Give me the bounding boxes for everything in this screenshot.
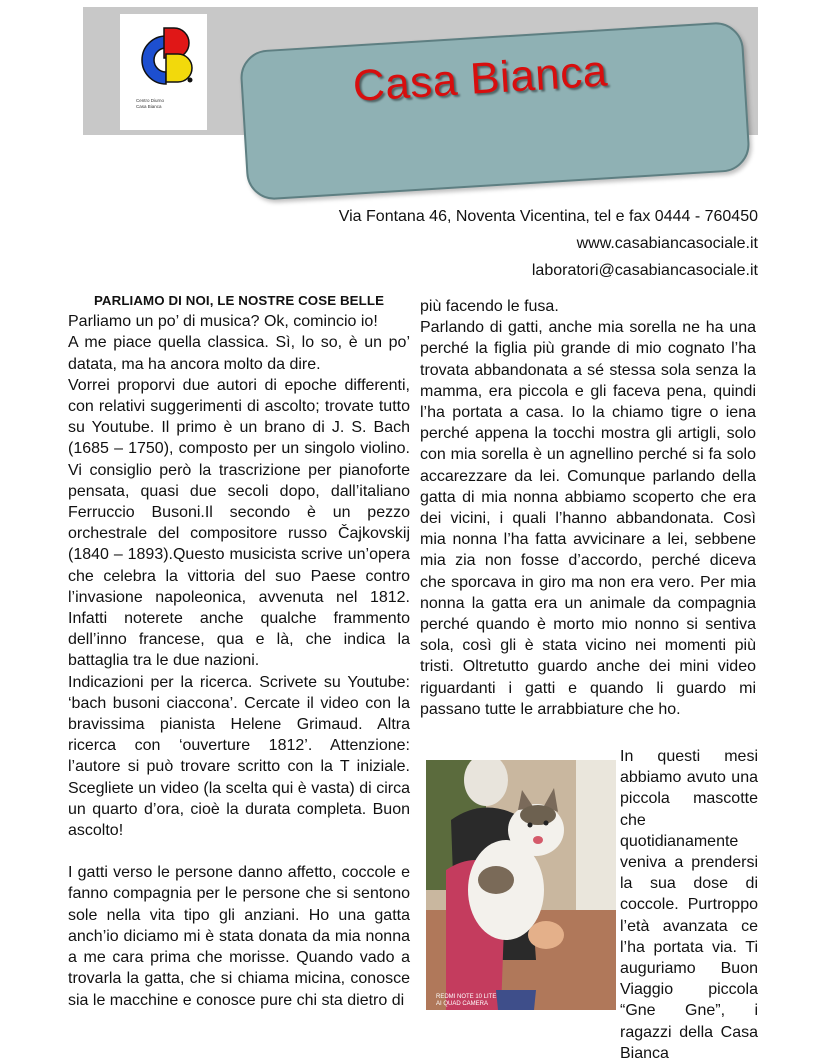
logo bbox=[120, 14, 207, 130]
article-left-column bbox=[68, 290, 410, 1011]
logo-caption bbox=[136, 98, 206, 110]
paragraph-gap bbox=[68, 841, 410, 862]
paragraph: I gatti verso le persone danno affetto, coccole e fanno compagnia per le persone che si sentono sole nella vita tipo gli anziani. Ho una gatta anch’io diciamo mi è stata donata da mia nonna a me cara prima che morisse. Quando vado a trovarla la gatta, che si chiama micina, conosce sia le macchine e conosce pure chi sta dietro di bbox=[68, 864, 410, 1009]
logo-line-1: Centro Diurno bbox=[136, 98, 165, 103]
logo-mark bbox=[120, 14, 207, 104]
paragraph: A me piace quella classica. Sì, lo so, è un po’ datata, ma ha ancora molto da dire. bbox=[68, 334, 410, 373]
contact-email[interactable]: laboratori@casabiancasociale.it bbox=[531, 262, 758, 279]
logo-line-2: Casa Bianca bbox=[136, 104, 162, 109]
paragraph: Parlando di gatti, anche mia sorella ne ha una perché la figlia più grande di mio cognato l’ha trovata abbandonata a sé stessa sola senza la mamma, era piccola e gli faceva pena, quindi l’ha portata a casa. Io la chiamo tigre o iena perché appena la tocchi mostra gli artigli, solo con mia sorella è un agnellino perché si fa solo accarezzare da lei. Comunque parlando della gatta di mia nonna abbiamo scoperto che era dei vicini, i quali l’hanno abbandonata. Così mia nonna l’ha fatta avvicinare a lei, sebbene mia zia non fosse d’accordo, perché diceva che sporcava in giro ma non era vero. Per mia nonna la gatta era un animale da compagnia perché quando è morto mio nonno si sentiva sola, così gli è stata vicino nei momenti più tristi. Oltretutto guardo anche dei mini video riguardanti i gatti e quando li guardo mi passano tutte le arrabbiature che ho. bbox=[420, 319, 756, 718]
paragraph: Parliamo un po’ di musica? Ok, comincio io! bbox=[68, 313, 378, 331]
article-right-column bbox=[420, 296, 756, 720]
title-banner bbox=[239, 21, 751, 201]
photo-caption-text: In questi mesi abbiamo avuto una piccola mascotte che quotidianamente veniva a prendersi la sua dose di coccole. Purtroppo l’età avanzata ce l’ha portata via. Ti auguriamo Buon Viaggio piccola “Gne Gne”, i ragazzi della Casa Bianca bbox=[620, 748, 758, 1062]
paragraph: Indicazioni per la ricerca. Scrivete su Youtube: ‘bach busoni ciaccona’. Cercate il video con la bravissima pianista Helene Grimaud. Altra ricerca con ‘ouverture 1812’. Attenzione: l’autore si può trovare scritto con la T iniziale. Scegliete un video (la scelta qui è vasta) di circa un quarto d’ora, cioè la durata completa. Buon ascolto! bbox=[68, 673, 410, 840]
svg-text:AI QUAD CAMERA: AI QUAD CAMERA bbox=[436, 1001, 489, 1007]
svg-text:REDMI NOTE 10 LITE: REDMI NOTE 10 LITE bbox=[436, 994, 497, 1000]
paragraph: più facendo le fusa. bbox=[420, 298, 559, 315]
cat-photo-image bbox=[426, 760, 616, 1010]
contact-address: Via Fontana 46, Noventa Vicentina, tel e fax 0444 - 760450 bbox=[338, 208, 758, 225]
page-title: Casa Bianca bbox=[351, 46, 609, 111]
paragraph: Vorrei proporvi due autori di epoche differenti, con relativi suggerimenti di ascolto; trovate tutto su Youtube. Il primo è un brano di J. S. Bach (1685 – 1750), composto per un singolo violino. Vi consiglio però la trascrizione per pianoforte pensata, quasi due secoli dopo, dall’italiano Ferruccio Busoni.Il secondo è un pezzo orchestrale del compositore russo Čajkovskij (1840 – 1893).Questo musicista scrive un’opera che celebra la vittoria del suo Paese contro l’invasione napoleonica, avvenuta nel 1812. Infatti noterete anche qualche frammento dell’inno francese, qua e là, che indica la battaglia tra le due nazioni. bbox=[68, 376, 410, 670]
contact-website[interactable]: www.casabiancasociale.it bbox=[576, 235, 758, 252]
article-heading: PARLIAMO DI NOI, LE NOSTRE COSE BELLE bbox=[93, 293, 385, 308]
photo-caption bbox=[620, 746, 758, 1064]
cat-photo bbox=[426, 760, 616, 1010]
